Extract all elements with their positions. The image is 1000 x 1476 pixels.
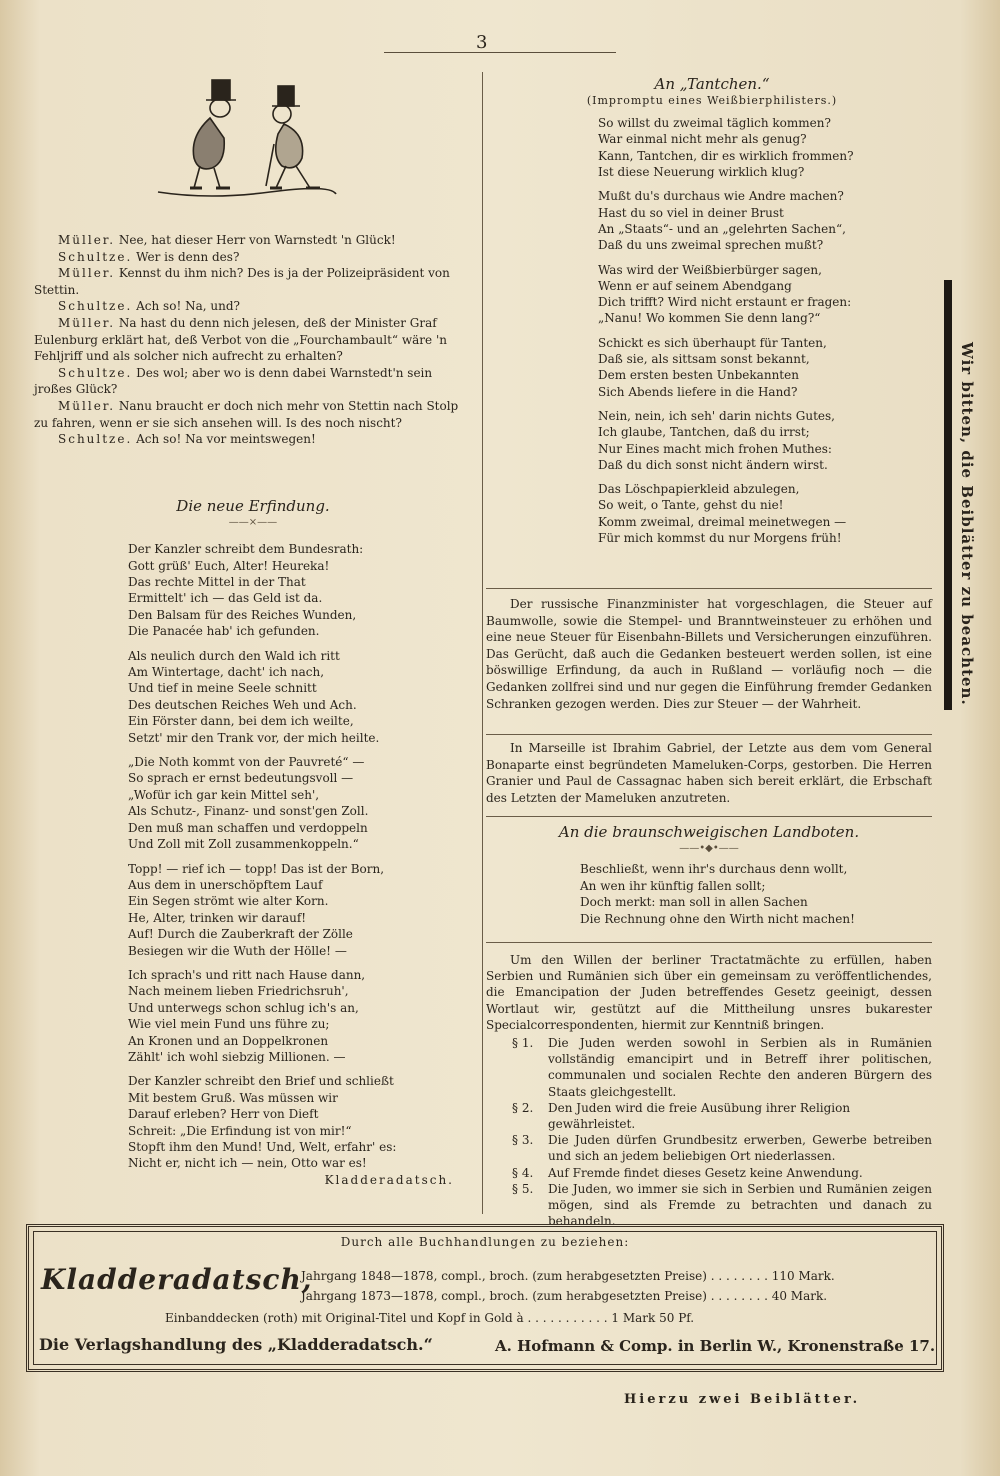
verse-line: Sich Abends liefere in die Hand? — [598, 384, 798, 399]
verse-line: Topp! — rief ich — topp! Das ist der Born, — [128, 861, 385, 876]
section-rule — [486, 734, 932, 735]
verse-line: War einmal nicht mehr als genug? — [598, 132, 807, 147]
ad-publisher-address: A. Hofmann & Comp. in Berlin W., Kronenstraße 17. — [495, 1337, 936, 1355]
verse-line: Ich glaube, Tantchen, daß du irrst; — [598, 425, 810, 440]
verse-line: Für mich kommst du nur Morgens früh! — [598, 531, 842, 546]
verse-line: Auf! Durch die Zauberkraft der Zölle — [128, 927, 353, 942]
verse-line: Ein Förster dann, bei dem ich weilte, — [128, 714, 354, 729]
verse-line: Komm zweimal, dreimal meinetwegen — — [598, 514, 847, 529]
verse-line: Das Löschpapierkleid abzulegen, — [598, 482, 800, 497]
verse-line: Stopft ihm den Mund! Und, Welt, erfahr' es: — [128, 1140, 397, 1154]
verse-line: Die Rechnung ohne den Wirth nicht machen! — [580, 911, 855, 926]
dialogue-line: Müller. Na hast du denn nich jelesen, deß der Minister Graf Eulenburg erklärt hat, deß Verbot von die „Fourchambault“ wäre 'n Fehljriff und als solcher nich aufrecht zu erhalten? — [34, 315, 447, 364]
verse-line: Als Schutz-, Finanz- und sonst'gen Zoll. — [128, 804, 369, 819]
beiblaetter-notice — [936, 280, 976, 710]
ad-header: Durch alle Buchhandlungen zu beziehen: — [340, 1235, 630, 1249]
caricature-illustration — [150, 74, 340, 204]
verse-line: Schickt es sich überhaupt für Tanten, — [598, 335, 827, 350]
section-rule — [486, 942, 932, 943]
verse-line: Darauf erleben? Herr von Dieft — [128, 1107, 319, 1122]
verse-line: Beschließt, wenn ihr's durchaus denn wollt, — [580, 862, 848, 877]
verse-line: Als neulich durch den Wald ich ritt — [128, 648, 340, 663]
verse-line: Besiegen wir die Wuth der Hölle! — — [128, 943, 347, 958]
verse-line: Nein, nein, ich seh' darin nichts Gutes, — [598, 408, 835, 423]
poem-lines — [580, 861, 932, 927]
verse-line: Doch merkt: man soll in allen Sachen — [580, 895, 808, 910]
article-text: In Marseille ist Ibrahim Gabriel, der Letzte aus dem vom General Bonaparte einst begründeten Mameluken-Corps, gestorben. Die Herren Granier und Paul de Cassagnac haben sich bereit erklärt, die Erbschaft des Letzten der Mameluken anzutreten. — [486, 741, 932, 805]
poem-stanzas — [128, 541, 468, 1188]
verse-line: Aus dem in unerschöpftem Lauf — [128, 877, 323, 892]
poem-stanzas — [598, 115, 930, 546]
advertisement-box — [26, 1224, 944, 1372]
stanza — [128, 967, 468, 1065]
verse-line: Und tief in meine Seele schnitt — [128, 681, 317, 696]
verse-line: Dem ersten besten Unbekannten — [598, 368, 799, 383]
verse-line: Gott grüß' Euch, Alter! Heureka! — [128, 558, 330, 573]
notice-text: Wir bitten, die Beiblätter zu beachten. — [958, 342, 976, 706]
verse-line: Hast du so viel in deiner Brust — [598, 205, 784, 220]
stanza — [128, 861, 468, 959]
poem-tantchen — [494, 76, 930, 546]
verse-line: He, Alter, trinken wir darauf! — [128, 910, 307, 925]
verse-line: Daß du dich sonst nicht ändern wirst. — [598, 457, 828, 472]
law-section: § 3. Die Juden dürfen Grundbesitz erwerben, Gewerbe betreiben und sich an jedem beliebigen Ort niederlassen. — [512, 1133, 932, 1164]
law-sections — [512, 1035, 932, 1229]
notice-bar — [944, 280, 952, 710]
section-rule — [486, 588, 932, 589]
law-section: § 5. Die Juden, wo immer sie sich in Serbien und Rumänien zeigen mögen, sind als Fremde zu betrachten und danach zu behandeln. — [512, 1181, 932, 1229]
verse-line: Das rechte Mittel in der That — [128, 575, 306, 589]
dialogue-line: Schultze. Ach so! Na, und? — [58, 299, 240, 314]
stanza — [598, 262, 930, 327]
verse-line: So weit, o Tante, gehst du nie! — [598, 498, 784, 513]
dialogue — [34, 232, 472, 448]
poem-title: An die braunschweigischen Landboten. — [558, 823, 860, 841]
poem-title: Die neue Erfindung. — [176, 497, 330, 515]
stanza — [128, 754, 468, 852]
dialogue-line: Müller. Nanu braucht er doch nich mehr von Stettin nach Stolp zu fahren, wenn er sie sich ansehen will. Is des noch nischt? — [34, 398, 459, 430]
verse-line: Wenn er auf seinem Abendgang — [598, 278, 792, 293]
finance-article — [486, 596, 932, 712]
verse-line: Der Kanzler schreibt den Brief und schließt — [128, 1074, 394, 1089]
verse-line: Die Panacée hab' ich gefunden. — [128, 624, 320, 639]
verse-line: „Wofür ich gar kein Mittel seh', — [128, 787, 320, 802]
stanza — [598, 188, 930, 253]
stanza — [598, 115, 930, 180]
verse-line: Mit bestem Gruß. Was müssen wir — [128, 1090, 338, 1105]
stanza — [598, 335, 930, 400]
dialogue-line: Müller. Kennst du ihm nich? Des is ja der Polizeipräsident von Stettin. — [34, 266, 450, 297]
footer-note: Hierzu zwei Beiblätter. — [624, 1392, 861, 1407]
law-section: § 4. Auf Fremde findet dieses Gesetz keine Anwendung. — [512, 1165, 863, 1180]
kladderadatsch-logo: Kladderadatsch, — [41, 1263, 313, 1296]
treaty-article — [486, 952, 932, 1229]
verse-line: Ein Segen strömt wie alter Korn. — [128, 894, 329, 909]
marseille-article — [486, 740, 932, 806]
verse-line: Kann, Tantchen, dir es wirklich frommen? — [598, 148, 854, 163]
verse-line: So willst du zweimal täglich kommen? — [598, 116, 831, 131]
ad-publisher: Die Verlagshandlung des „Kladderadatsch.“ — [39, 1335, 433, 1354]
verse-line: Dich trifft? Wird nicht erstaunt er fragen: — [598, 295, 852, 310]
article-text: Der russische Finanzminister hat vorgeschlagen, die Steuer auf Baumwolle, sowie die Stempel- und Branntweinsteuer zu erhöhen und eine neue Steuer für Eisenbahn-Billets und Versicherungen einzuführen. Das Gerücht, daß auch die Gedanken besteuert werden sollen, ist eine böswillige Erfindung, da auch in Rußland — vorläufig noch — die Gedanken zollfrei sind und nur gegen die Einführung fremder Gedanken Schranken gezogen werden. Dies zur Steuer — der Wahrheit. — [486, 597, 932, 711]
dialogue-line: Müller. Nee, hat dieser Herr von Warnstedt 'n Glück! — [58, 233, 396, 247]
verse-line: Des deutschen Reiches Weh und Ach. — [128, 697, 357, 712]
verse-line: So sprach er ernst bedeutungsvoll — — [128, 771, 354, 786]
verse-line: Mußt du's durchaus wie Andre machen? — [598, 189, 844, 204]
signature: Kladderadatsch. — [324, 1172, 454, 1187]
dialogue-line: Schultze. Ach so! Na vor meintswegen! — [58, 432, 316, 447]
stanza — [128, 648, 468, 746]
ad-volume-line: Jahrgang 1848—1878, compl., broch. (zum herabgesetzten Preise) . . . . . . . . 110 Mark. — [301, 1269, 835, 1283]
ornament: ——×—— — [228, 516, 278, 528]
verse-line: Ich sprach's und ritt nach Hause dann, — [128, 967, 366, 982]
dialogue-line: Schultze. Wer is denn des? — [58, 249, 240, 264]
stanza — [128, 1073, 468, 1171]
column-divider — [482, 72, 483, 1214]
verse-line: Der Kanzler schreibt dem Bundesrath: — [128, 542, 364, 557]
verse-line: An „Staats“- und an „gelehrten Sachen“, — [598, 221, 846, 236]
verse-line: Und Zoll mit Zoll zusammenkoppeln.“ — [128, 837, 359, 852]
verse-line: Nicht er, nicht ich — nein, Otto war es! — [128, 1156, 367, 1171]
verse-line: Den Balsam für des Reiches Wunden, — [128, 607, 357, 622]
verse-line: Was wird der Weißbierbürger sagen, — [598, 262, 822, 277]
verse-line: „Nanu! Wo kommen Sie denn lang?“ — [598, 311, 821, 326]
poem-neue-erfindung — [128, 498, 468, 1188]
verse-line: Nur Eines macht mich frohen Muthes: — [598, 441, 832, 456]
poem-landboten — [486, 824, 932, 928]
verse-line: Setzt' mir den Trank vor, der mich heilte. — [128, 730, 380, 745]
law-section: § 1. Die Juden werden sowohl in Serbien als in Rumänien vollständig emancipirt und in Betreff ihrer politischen, communalen und socialen Rechte den anderen Bürgern des Staats gleichgestellt. — [512, 1036, 932, 1099]
dialogue-line: Schultze. Des wol; aber wo is denn dabei Warnstedt'n sein jroßes Glück? — [34, 365, 433, 397]
verse-line: Ermittelt' ich — das Geld ist da. — [128, 591, 323, 606]
verse-line: Wie viel mein Fund uns führe zu; — [128, 1017, 330, 1032]
ad-volume-line: Jahrgang 1873—1878, compl., broch. (zum herabgesetzten Preise) . . . . . . . . 40 Mark. — [301, 1289, 828, 1303]
verse-line: Am Wintertage, dacht' ich nach, — [128, 665, 325, 680]
poem-subtitle: (Impromptu eines Weißbierphilisters.) — [586, 93, 838, 107]
stanza — [128, 541, 468, 639]
verse-line: Daß sie, als sittsam sonst bekannt, — [598, 352, 810, 367]
left-column — [34, 232, 472, 448]
law-section: § 2. Den Juden wird die freie Ausübung ihrer Religion gewährleistet. — [512, 1100, 851, 1132]
page-number: 3 — [476, 32, 488, 53]
verse-line: Daß du uns zweimal sprechen mußt? — [598, 238, 824, 253]
section-rule — [486, 816, 932, 817]
verse-line: „Die Noth kommt von der Pauvreté“ — — [128, 755, 365, 770]
verse-line: Schreit: „Die Erfindung ist von mir!“ — [128, 1123, 352, 1138]
top-rule — [384, 52, 616, 53]
verse-line: Zählt' ich wohl siebzig Millionen. — — [128, 1049, 346, 1064]
ad-binding-line: Einbanddecken (roth) mit Original-Titel und Kopf in Gold à . . . . . . . . . . . 1 Mark 50 Pf. — [165, 1311, 695, 1325]
verse-line: An Kronen und an Doppelkronen — [128, 1033, 329, 1048]
verse-line: Und unterwegs schon schlug ich's an, — [128, 1000, 359, 1015]
ornament: ——•◆•—— — [679, 842, 739, 854]
verse-line: Ist diese Neuerung wirklich klug? — [598, 165, 805, 180]
stanza — [598, 408, 930, 473]
verse-line: Den muß man schaffen und verdoppeln — [128, 820, 368, 835]
stanza — [598, 481, 930, 546]
article-text: Um den Willen der berliner Tractatmächte zu erfüllen, haben Serbien und Rumänien sich über ein gemeinsam zu veröffentlichendes, die Emancipation der Juden betreffendes Gesetz geeinigt, dessen Wortlaut wir, gestützt auf die Mittheilung unsres bukarester Specialcorrespondenten, hiermit zur Kenntniß bringen. — [486, 953, 932, 1032]
verse-line: Nach meinem lieben Friedrichsruh', — [128, 984, 349, 999]
poem-title: An „Tantchen.“ — [654, 75, 770, 93]
verse-line: An wen ihr künftig fallen sollt; — [580, 878, 766, 893]
